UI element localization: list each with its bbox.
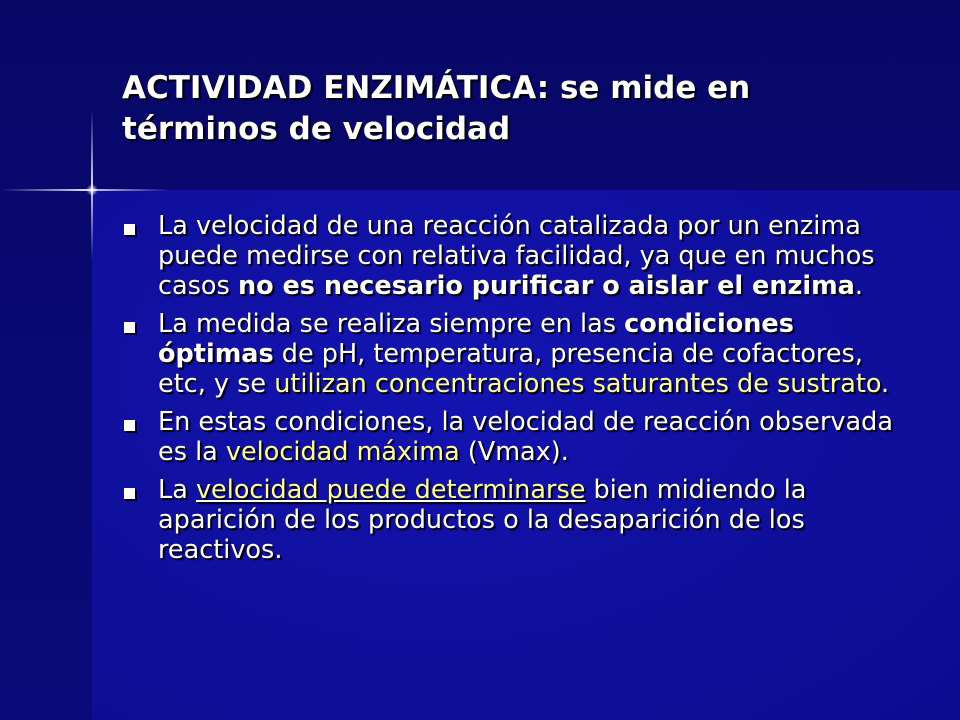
square-bullet-icon	[124, 322, 135, 333]
bullet-text: .	[854, 271, 863, 301]
slide-title	[122, 68, 882, 150]
bullet-underlined-text: velocidad puede determinarse	[195, 475, 586, 505]
bullet-item	[122, 407, 912, 467]
bullet-highlight-text: utilizan concentraciones saturantes de sustrato	[274, 369, 881, 399]
bullet-bold-text: no es necesario purificar o aislar el enzima	[237, 271, 855, 301]
square-bullet-icon	[124, 420, 135, 431]
bullet-highlight-text: velocidad máxima	[225, 437, 460, 467]
bullet-item	[122, 475, 912, 565]
bullet-bold-text: condiciones óptimas	[158, 309, 794, 369]
square-bullet-icon	[124, 224, 135, 235]
bullet-text: de pH, temperatura, presencia de cofactores, etc, y se	[158, 339, 863, 399]
bullet-item	[122, 211, 912, 301]
bullet-text: (Vmax).	[459, 437, 569, 467]
left-band	[0, 190, 92, 720]
sparkle-icon	[86, 184, 98, 196]
square-bullet-icon	[124, 488, 135, 499]
bullet-text: En estas condiciones, la velocidad de reacción observada es la	[158, 407, 893, 467]
bullet-item	[122, 309, 912, 399]
bullet-text: La	[158, 475, 196, 505]
sparkle-horizontal-line	[0, 189, 170, 191]
bullet-text: La velocidad de una reacción catalizada por un enzima puede medirse con relativa facilidad, ya que en muchos casos	[158, 211, 875, 301]
title-line-2: términos de velocidad	[122, 111, 511, 147]
bullet-list	[122, 211, 912, 573]
title-line-1: ACTIVIDAD ENZIMÁTICA: se mide en	[122, 70, 751, 106]
bullet-text: La medida se realiza siempre en las	[158, 309, 625, 339]
bullet-text: .	[881, 369, 890, 399]
bullet-text: bien midiendo la aparición de los productos o la desaparición de los reactivos.	[158, 475, 807, 565]
